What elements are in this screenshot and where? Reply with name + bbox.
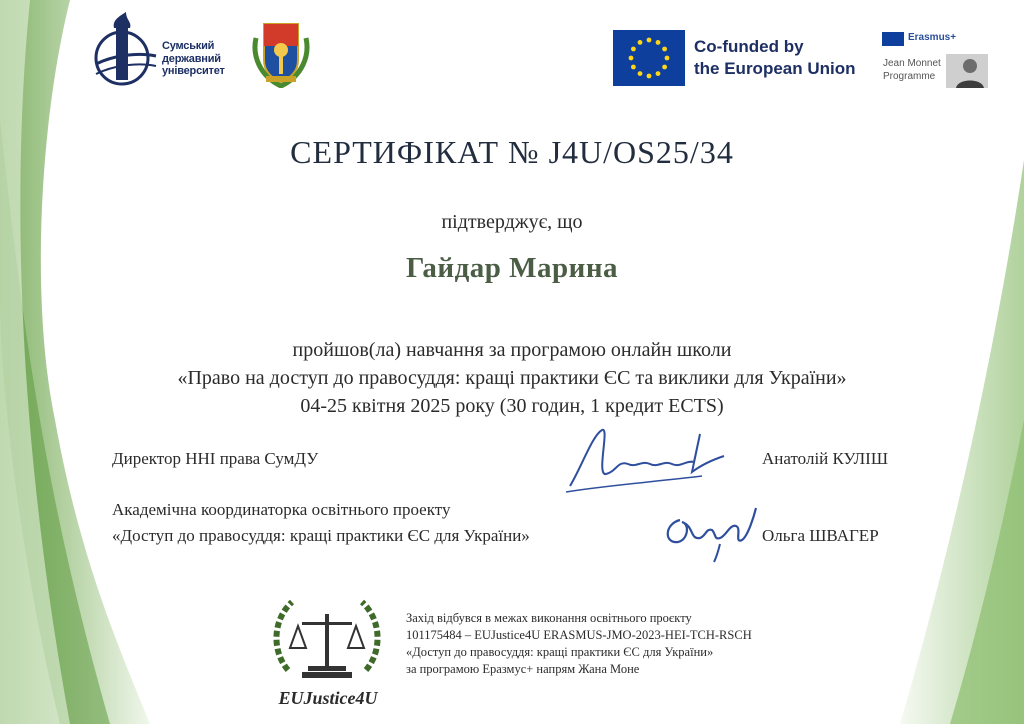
coordinator-label-line-2: «Доступ до правосуддя: кращі практики ЄС для України»	[112, 526, 530, 545]
university-line: державний	[162, 52, 221, 65]
jean-monnet-line: Jean Monnet	[883, 58, 941, 69]
director-signature-icon	[562, 416, 732, 496]
coordinator-name: Ольга ШВАГЕР	[762, 526, 879, 545]
university-line: Сумський	[162, 40, 215, 52]
project-info-line: Захід відбувся в межах виконання освітнього проєкту	[406, 611, 692, 625]
erasmus-flag-icon	[882, 32, 904, 46]
body-line-2: «Право на доступ до правосуддя: кращі практики ЄС та виклики для України»	[177, 367, 847, 389]
eu-text-line: Co-funded by	[694, 37, 804, 56]
university-line: університет	[162, 65, 225, 77]
recipient-name: Гайдар Марина	[405, 252, 619, 284]
body-line-1: пройшов(ла) навчання за програмою онлайн школи	[292, 339, 732, 361]
certificate-title: СЕРТИФІКАТ № J4U/OS25/34	[290, 134, 734, 170]
jean-monnet-portrait-icon	[946, 54, 988, 88]
coordinator-signature-icon	[660, 500, 760, 566]
coordinator-label-line-1: Академічна координаторка освітнього проекту	[112, 500, 451, 519]
jean-monnet-text	[883, 57, 941, 83]
project-info	[406, 610, 752, 678]
project-info-line: за програмою Еразмус+ напрям Жана Моне	[406, 662, 640, 676]
eu-cofunded-text	[694, 36, 856, 80]
jean-monnet-line: Programme	[883, 71, 936, 82]
eu-flag-icon	[613, 30, 685, 86]
director-label: Директор ННІ права СумДУ	[112, 449, 319, 468]
confirms-text: підтверджує, що	[441, 211, 583, 233]
eu-text-line: the European Union	[694, 59, 856, 78]
project-info-line: «Доступ до правосуддя: кращі практики ЄС для України»	[406, 645, 714, 659]
university-name	[162, 40, 225, 78]
eujustice-logo-icon	[268, 592, 386, 688]
project-info-line: 101175484 – EUJustice4U ERASMUS-JMO-2023-HEI-TCH-RSCH	[406, 628, 752, 642]
eujustice-logo-label: EUJustice4U	[278, 688, 378, 708]
erasmus-label: Erasmus+	[908, 32, 957, 43]
sumdu-logo-icon	[92, 12, 160, 90]
body-line-3: 04-25 квітня 2025 року (30 годин, 1 кредит ECTS)	[300, 395, 724, 417]
director-name: Анатолій КУЛІШ	[762, 449, 888, 468]
law-institute-emblem-icon	[250, 16, 312, 88]
